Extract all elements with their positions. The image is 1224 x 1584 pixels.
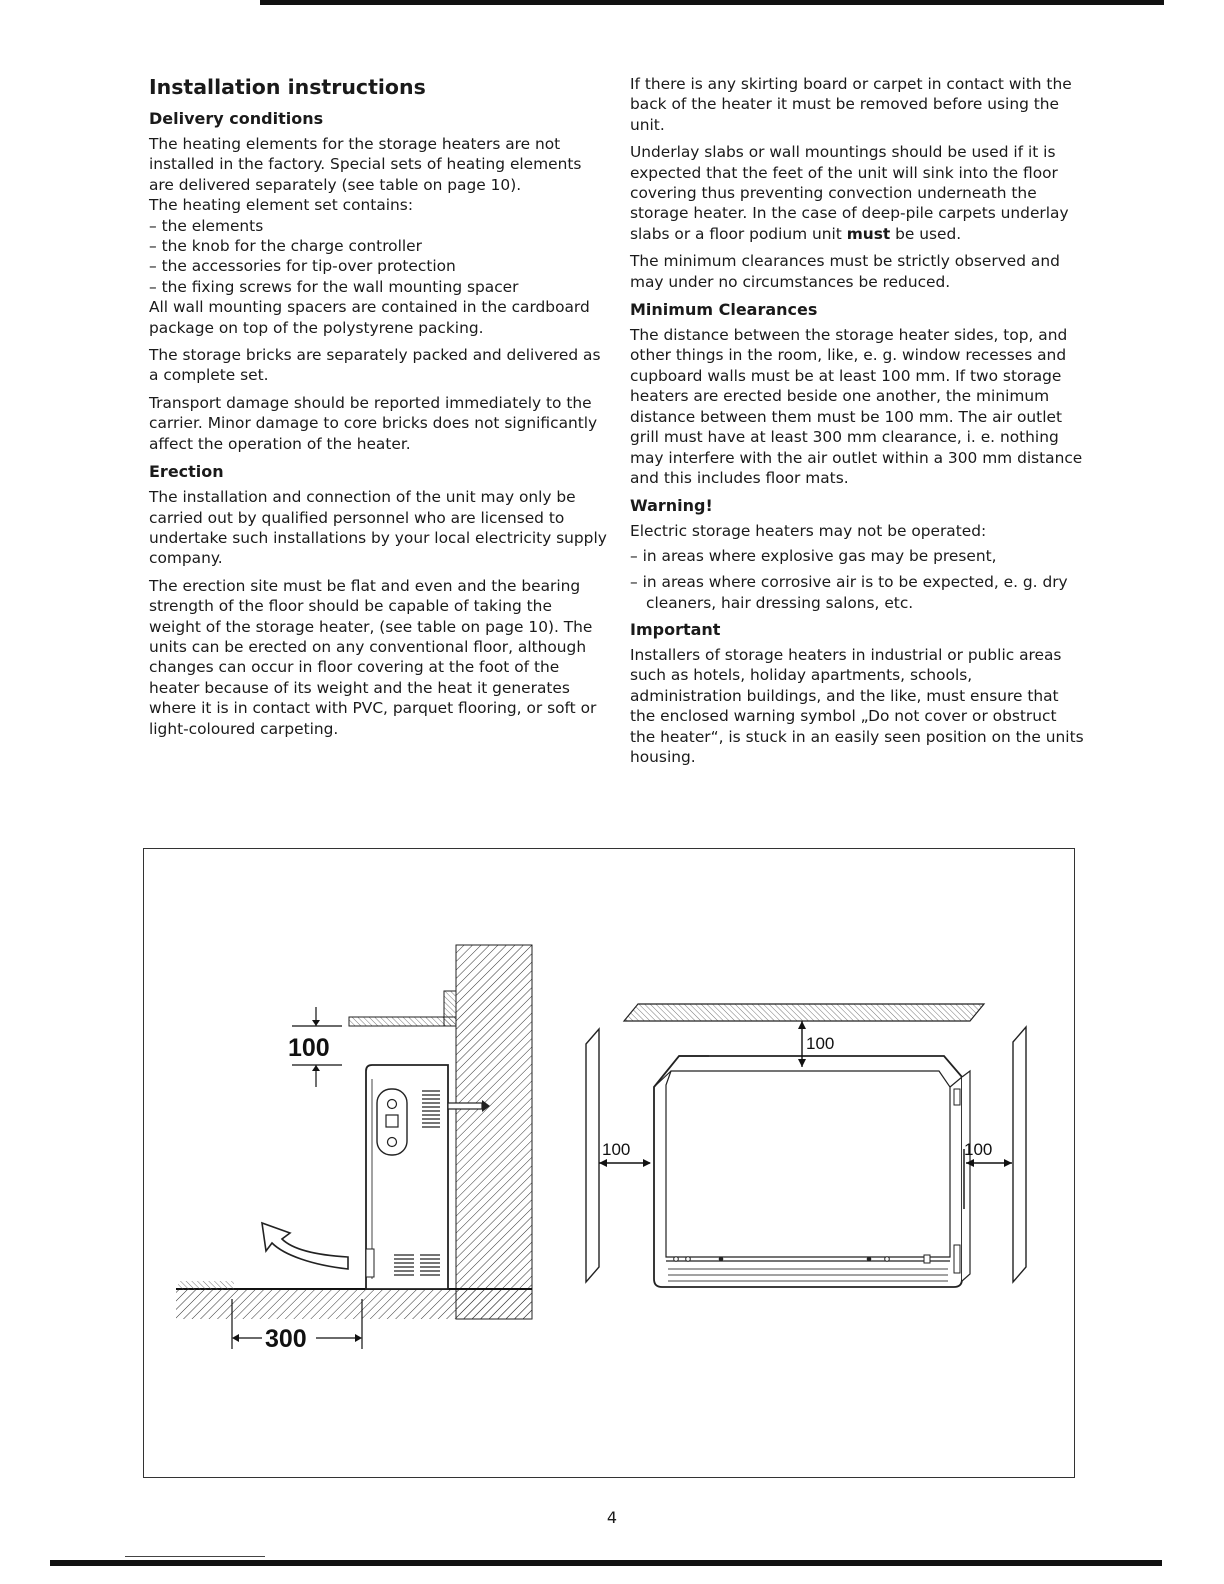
window-sill <box>624 1004 984 1021</box>
wall <box>456 945 532 1319</box>
underlay-paragraph <box>630 142 1086 244</box>
bricks-paragraph: The storage bricks are separately packed and delivered as a complete set. <box>149 346 601 385</box>
shelf-bracket <box>444 991 456 1026</box>
list-item: – the fixing screws for the wall mounting spacer <box>149 277 519 296</box>
underlay-text-a: Underlay slabs or wall mountings should be used if it is expected that the feet of the unit will sink into the floor covering thus preventing convection underneath the storage heater. In the case of deep-pile carpets underlay slabs or a floor podium unit <box>630 143 1069 243</box>
important-heading: Important <box>630 619 721 639</box>
important-paragraph: Installers of storage heaters in industrial or public areas such as hotels, holiday apartments, schools, administration buildings, and the like, must ensure that the enclosed warning symbol „Do not cover or obstruct the heater“, is stuck in an easily seen position on the units housing. <box>630 645 1084 766</box>
floor-mat <box>178 1281 234 1290</box>
top-rule <box>260 0 1164 5</box>
warning-intro: Electric storage heaters may not be operated: <box>630 522 987 541</box>
front-left-clearance-label: 100 <box>602 1140 631 1159</box>
list-item: – the accessories for tip-over protection <box>149 257 456 276</box>
element-set-list <box>149 216 607 298</box>
clearance-diagram <box>143 848 1075 1478</box>
transport-paragraph: Transport damage should be reported immediately to the carrier. Minor damage to core bricks does not significantly affect the operation of the heater. <box>149 393 598 453</box>
spacers-paragraph: All wall mounting spacers are contained in the cardboard package on top of the polystyrene packing. <box>149 298 590 337</box>
side-top-clearance-label: 100 <box>288 1034 330 1062</box>
bottom-rule-thin <box>125 1556 265 1557</box>
list-item: – in areas where explosive gas may be present, <box>630 546 997 565</box>
bottom-rule <box>50 1560 1162 1566</box>
front-top-clearance-label: 100 <box>806 1034 835 1053</box>
delivery-heading: Delivery conditions <box>149 109 324 128</box>
list-item: – the knob for the charge controller <box>149 237 422 256</box>
left-column <box>149 74 607 746</box>
list-item: – in areas where corrosive air is to be expected, e. g. dry cleaners, hair dressing salons, etc. <box>630 573 1068 612</box>
erection-paragraph-1: The installation and connection of the unit may only be carried out by qualified personnel who are licensed to undertake such installations by your local electricity supply company. <box>149 488 607 568</box>
side-view <box>176 945 532 1353</box>
delivery-intro: The heating elements for the storage heaters are not installed in the factory. Special sets of heating elements are delivered separately (see table on page 10). <box>149 135 582 194</box>
list-item: – the elements <box>149 216 264 235</box>
outlet-clearance-label: 300 <box>265 1325 307 1353</box>
minimum-note: The minimum clearances must be strictly observed and may under no circumstances be reduced. <box>630 252 1060 291</box>
page-number: 4 <box>606 1508 618 1527</box>
clearance-diagram-svg <box>144 849 1076 1479</box>
left-side-wall <box>586 1029 599 1282</box>
page-title: Installation instructions <box>149 75 426 99</box>
clearances-heading: Minimum Clearances <box>630 300 818 320</box>
warning-heading: Warning! <box>630 496 713 516</box>
shelf <box>349 1017 456 1026</box>
delivery-contains: The heating element set contains: <box>149 196 414 215</box>
clearances-paragraph: The distance between the storage heater sides, top, and other things in the room, like, e. g. window recesses and cupboard walls must be at least 100 mm. If two storage heaters are erected beside one another, the minimum distance between them must be 100 mm. The air outlet grill must have at least 300 mm clearance, i. e. nothing may interfere with the air outlet within a 300 mm distance and this includes floor mats. <box>630 326 1083 487</box>
underlay-text-b: be used. <box>895 224 962 243</box>
front-view <box>586 1004 1026 1287</box>
erection-paragraph-2: The erection site must be flat and even and the bearing strength of the floor should be capable of taking the weight of the storage heater, (see table on page 10). The units can be erected on any conventional floor, although changes can occur in floor covering at the foot of the heater because of its weight and the heat it generates where it is in contact with PVC, parquet flooring, or soft or light-coloured carpeting. <box>149 576 597 738</box>
right-side-wall <box>1013 1027 1026 1282</box>
underlay-bold: must <box>846 224 891 243</box>
air-flow-arrow <box>262 1223 348 1269</box>
erection-heading: Erection <box>149 462 224 482</box>
skirting-paragraph: If there is any skirting board or carpet in contact with the back of the heater it must be removed before using the unit. <box>630 75 1072 134</box>
right-column <box>630 74 1086 774</box>
floor <box>176 1289 532 1319</box>
heater-front <box>654 1056 970 1287</box>
warning-list <box>630 546 1086 613</box>
front-right-clearance-label: 100 <box>964 1140 993 1159</box>
